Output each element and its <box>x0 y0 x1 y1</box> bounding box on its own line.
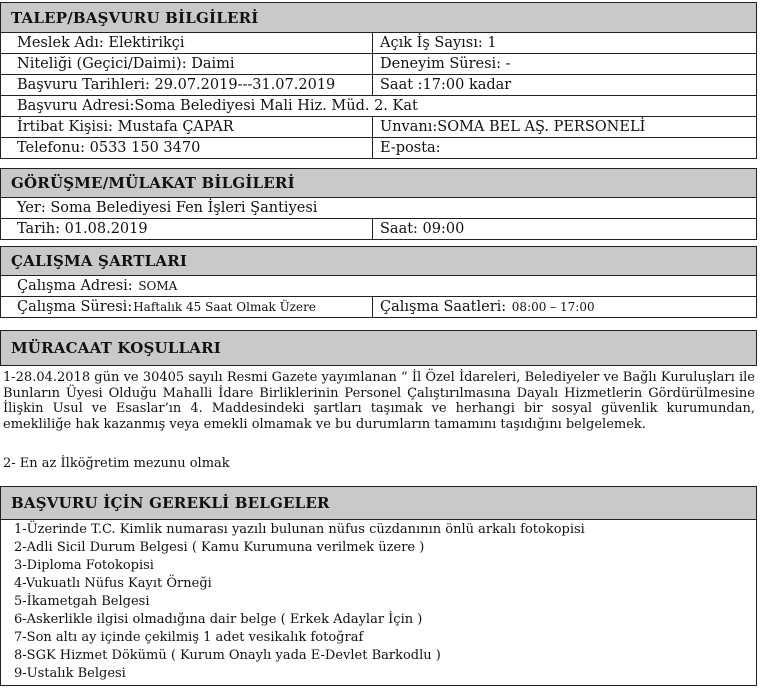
list-item: 2-Adli Sicil Durum Belgesi ( Kamu Kurumuna verilmek üzere ) <box>14 540 425 555</box>
row-meslek <box>0 33 757 54</box>
list-item: 9-Ustalık Belgesi <box>14 666 126 681</box>
calisma-suresi-label: Çalışma Süresi: <box>17 299 133 315</box>
row-adres <box>0 96 757 117</box>
telefonu: Telefonu: 0533 150 3470 <box>1 138 373 158</box>
row-tarihler <box>0 75 757 96</box>
gorusme-tarih: Tarih: 01.08.2019 <box>1 219 373 239</box>
section-header-muracaat: MÜRACAAT KOŞULLARI <box>0 330 757 366</box>
calisma-saatleri-label: Çalışma Saatleri: <box>380 299 507 315</box>
muracaat-paragraph-1: 1-28.04.2018 gün ve 30405 sayılı Resmi Gazete yayımlanan “ İl Özel İdareleri, Belediyeler ve Bağlı Kuruluşları ile Bunların Üyesi Olduğu Mahalli İdare Birliklerinin Personel Çalıştırılmasına Dayalı Hizmetlerin Gördürülmesine İlişkin Usul ve Esaslar’ın 4. Maddesindeki şartları taşımak ve herhangi bir sosyal güvenlik kurumundan, emekliliğe hak kazanmış veya emekli olmamak ve bu durumların tamamını taşıdığını belgelemek. <box>3 370 755 432</box>
list-item: 3-Diploma Fotokopisi <box>14 558 154 573</box>
acik-is-sayisi: Açık İş Sayısı: 1 <box>380 35 497 51</box>
calisma-suresi <box>1 297 373 317</box>
row-yer <box>0 198 757 219</box>
unvani: Unvanı:SOMA BEL AŞ. PERSONELİ <box>380 119 646 135</box>
row-calisma-suresi <box>0 297 757 318</box>
row-niteligi <box>0 54 757 75</box>
basvuru-saat: Saat :17:00 kadar <box>380 77 512 93</box>
row-irtibat <box>0 117 757 138</box>
list-item: 7-Son altı ay içinde çekilmiş 1 adet vesikalık fotoğraf <box>14 630 364 645</box>
niteligi: Niteliği (Geçici/Daimi): Daimi <box>1 54 373 74</box>
list-item: 4-Vukuatlı Nüfus Kayıt Örneği <box>14 576 212 591</box>
gorusme-saat: Saat: 09:00 <box>380 221 465 237</box>
list-item: 6-Askerlikle ilgisi olmadığına dair belge ( Erkek Adaylar İçin ) <box>14 612 423 627</box>
row-calisma-adresi <box>0 276 757 297</box>
deneyim-suresi: Deneyim Süresi: - <box>380 56 511 72</box>
row-tarih <box>0 219 757 240</box>
calisma-adresi <box>1 276 756 296</box>
section-header-gorusme: GÖRÜŞME/MÜLAKAT BİLGİLERİ <box>0 168 757 198</box>
calisma-saatleri <box>373 297 756 317</box>
section-header-belgeler: BAŞVURU İÇİN GEREKLİ BELGELER <box>0 486 757 520</box>
belgeler-list <box>0 520 757 686</box>
basvuru-tarihleri: Başvuru Tarihleri: 29.07.2019---31.07.2019 <box>1 75 373 95</box>
meslek-adi: Meslek Adı: Elektirikçi <box>1 33 373 53</box>
e-posta: E-posta: <box>380 140 441 156</box>
row-telefon <box>0 138 757 159</box>
muracaat-paragraph-2: 2- En az İlköğretim mezunu olmak <box>3 456 230 471</box>
basvuru-adresi: Başvuru Adresi:Soma Belediyesi Mali Hiz. Müd. 2. Kat <box>17 98 418 114</box>
section-header-calisma: ÇALIŞMA ŞARTLARI <box>0 246 757 276</box>
section-header-talep: TALEP/BAŞVURU BİLGİLERİ <box>0 2 757 33</box>
calisma-adresi-value: SOMA <box>138 279 178 293</box>
list-item: 8-SGK Hizmet Dökümü ( Kurum Onaylı yada E-Devlet Barkodlu ) <box>14 648 441 663</box>
calisma-adresi-label: Çalışma Adresi: <box>17 278 133 294</box>
calisma-saatleri-value: 08:00 – 17:00 <box>511 300 595 314</box>
list-item: 1-Üzerinde T.C. Kimlik numarası yazılı bulunan nüfus cüzdanının önlü arkalı fotokopisi <box>14 522 585 537</box>
irtibat-kisisi: İrtibat Kişisi: Mustafa ÇAPAR <box>1 117 373 137</box>
calisma-suresi-value: Haftalık 45 Saat Olmak Üzere <box>133 300 316 314</box>
list-item: 5-İkametgah Belgesi <box>14 594 150 609</box>
gorusme-yer: Yer: Soma Belediyesi Fen İşleri Şantiyesi <box>17 200 318 216</box>
